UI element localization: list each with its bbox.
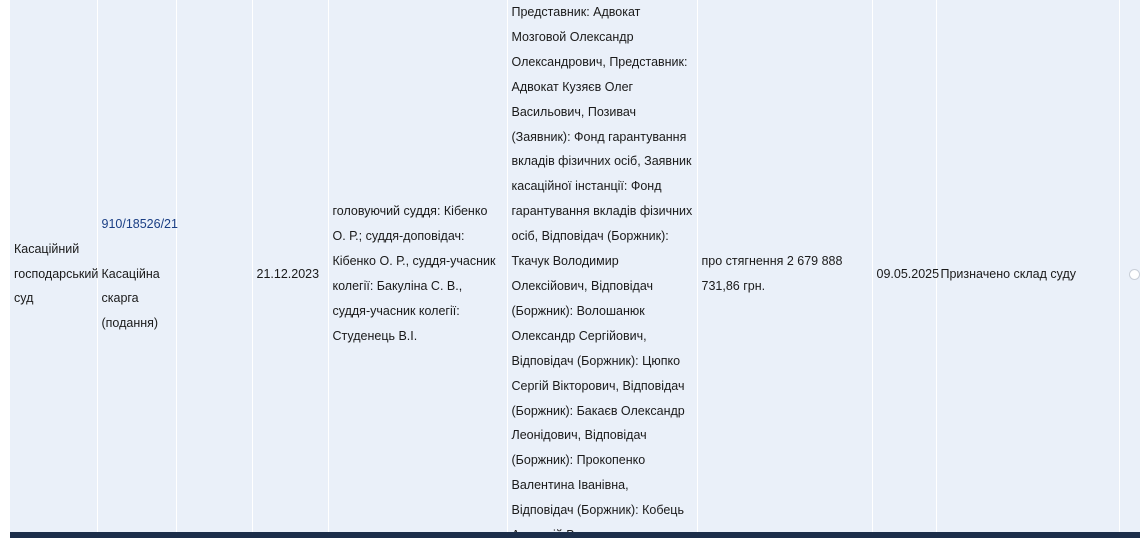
subject-text: про стягнення 2 679 888 731,86 грн. xyxy=(701,254,843,293)
select-cell xyxy=(1119,0,1140,538)
parties-text: Представник: Адвокат Мозговой Олександр Олександрович, Представник: Адвокат Кузяєв Олег Васильович, Позивач (Заявник): Фонд гарантування вкладів фізичних осіб, Заявник касаційної інстанції: Фонд гарантування вкладів фізичних осіб, Відповідач (Боржник): Ткачук Володимир Олексійович, Відповідач (Боржник): Волошанюк Олександр Сергійович, Відповідач (Боржник): Цюпко Сергій Вікторович, Відповідач (Боржник): Бакаєв Олександр Леонідович, Відповідач (Боржник): Прокопенко Валентина Іванівна, Відповідач (Боржник): Кобець xyxy=(511,5,693,518)
subject-cell xyxy=(697,0,872,538)
proceeding-type: Касаційна скарга (подання) xyxy=(101,266,160,331)
case-number-link[interactable]: 910/18526/21 xyxy=(101,216,178,231)
judges-text: головуючий суддя: Кібенко О. Р.; суддя-доповідач: Кібенко О. Р., суддя-учасник колегії: Бакуліна С. В., суддя-учасник колегії: Студенець В.І. xyxy=(332,204,496,343)
court-name: Касаційний господарський суд xyxy=(14,241,99,306)
table-row xyxy=(10,0,1140,538)
table-footer-bar xyxy=(10,532,1140,538)
status-text: Призначено склад суду xyxy=(940,266,1077,281)
registration-date: 21.12.2023 xyxy=(256,266,320,281)
hearing-date: 09.05.2025 xyxy=(876,266,940,281)
case-number-cell xyxy=(97,0,176,538)
hearing-date-cell xyxy=(872,0,940,538)
cases-table xyxy=(10,0,1141,538)
status-cell xyxy=(936,0,1119,538)
row-select-radio[interactable] xyxy=(1129,269,1140,280)
parties-cell xyxy=(507,0,697,538)
court-cell xyxy=(10,0,97,538)
registration-date-cell xyxy=(252,0,328,538)
empty-cell xyxy=(176,0,252,538)
judges-cell xyxy=(328,0,507,538)
